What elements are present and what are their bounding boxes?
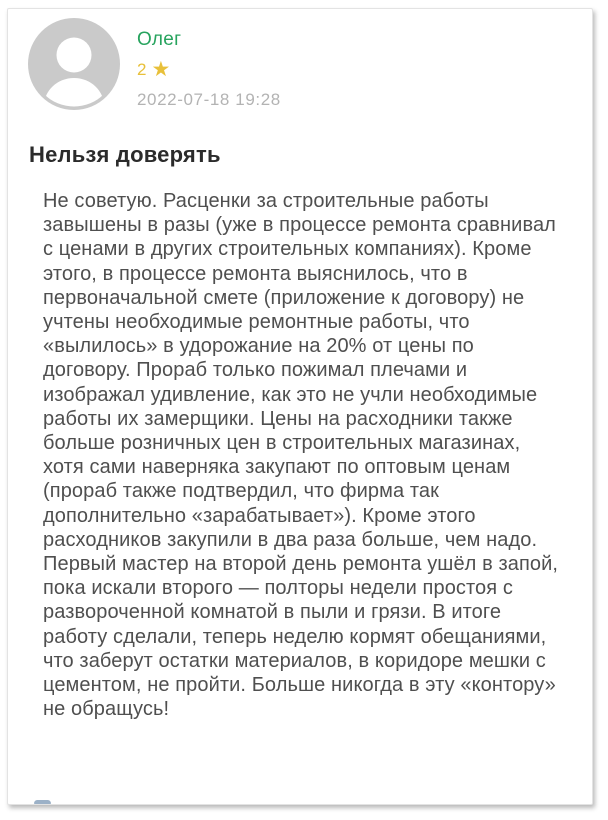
partial-cutoff-icon [34, 800, 51, 804]
person-icon [28, 18, 120, 110]
star-icon: ★ [151, 57, 171, 81]
rating-value: 2 [137, 60, 147, 79]
avatar [28, 18, 120, 110]
reviewer-meta [137, 18, 281, 110]
review-title: Нельзя доверять [29, 142, 221, 167]
author-name: Олег [137, 29, 182, 50]
review-date: 2022-07-18 19:28 [137, 90, 281, 109]
rating [137, 57, 281, 81]
review-header [8, 9, 592, 110]
review-body: Не советую. Расценки за строительные работы завышены в разы (уже в процессе ремонта сравнивал с ценами в других строительных компаниях). Кроме этого, в процессе ремонта выяснилось, что в первоначальной смете (приложение к договору) не учтены необходимые ремонтные работы, что «вылилось» в удорожание на 20% от цены по договору. Прораб только пожимал плечами и изображал удивление, как это не учли необходимые работы их замерщики. Цены на расходники также больше розничных цен в строительных магазинах, хотя сами наверняка закупают по оптовым ценам (прораб также подтвердил, что фирма так дополнительно «зарабатывает»). Кроме этого расходников закупили в два раза больше, чем надо. Первый мастер на второй день ремонта ушёл в запой, пока искали второго — полторы недели простоя с развороченной комнатой в пыли и грязи. В итоге работу сделали, теперь неделю кормят обещаниями, что заберут остатки материалов, в коридоре мешки с цементом, не пройти. Больше никогда в эту «контору» не обращусь! [43, 190, 559, 721]
review-card [7, 8, 593, 805]
